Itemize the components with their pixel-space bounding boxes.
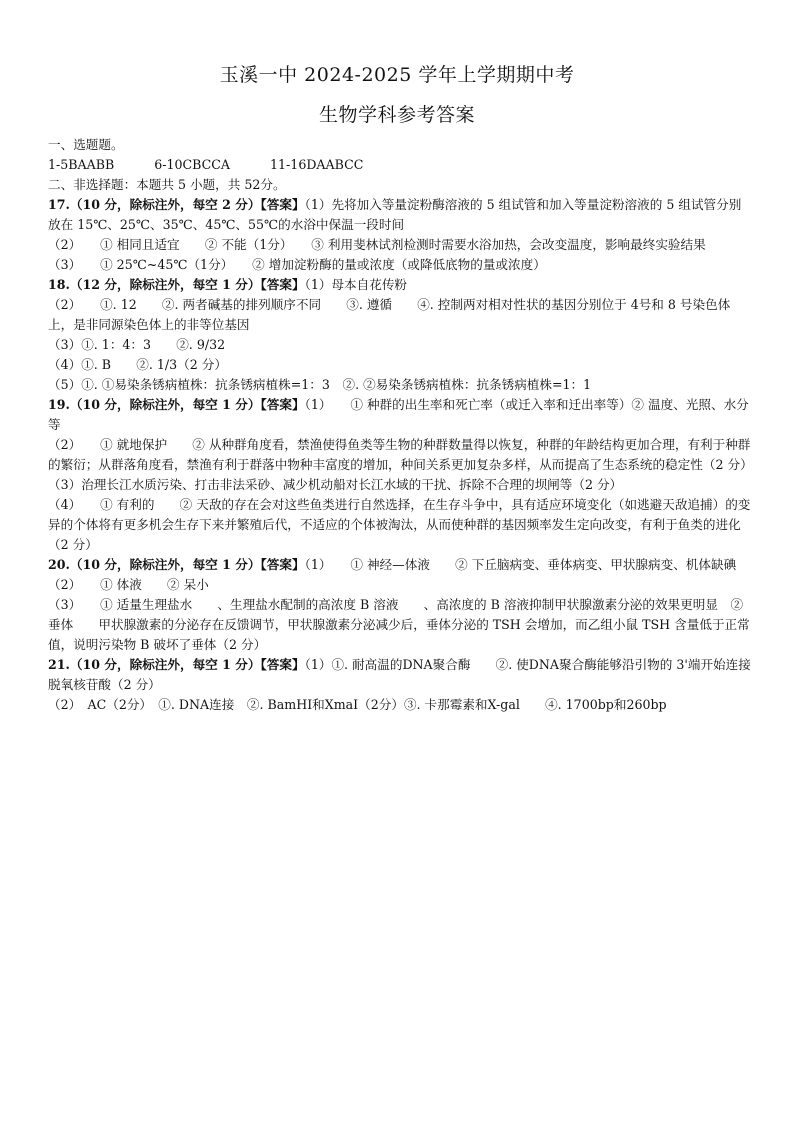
question-21-heading: 21.（10 分，除标注外，每空 1 分）【答案】 xyxy=(48,657,305,672)
answers-6-10: 6-10CBCCA xyxy=(154,157,231,172)
question-20-heading: 20.（10 分，除标注外，每空 1 分）【答案】 xyxy=(48,557,305,572)
document-subtitle: 生物学科参考答案 xyxy=(318,104,475,126)
answer-content xyxy=(48,135,752,715)
question-19-part-2: （2） ① 就地保护 ② 从种群角度看，禁渔使得鱼类等生物的种群数量得以恢复，种群的年龄结构更加合理，有利于种群的繁衍；从群落角度看，禁渔有利于群落中物种丰富度的增加，种间关系更加复杂多样，从而提高了生态系统的稳定性（2 分） xyxy=(48,437,753,472)
answers-11-16: 11-16DAABCC xyxy=(270,157,364,172)
question-21-part-1: 21.（10 分，除标注外，每空 1 分）【答案】（1）①. 耐高温的DNA聚合酶 ②. 使DNA聚合酶能够沿引物的 3'端开始连接脱氧核苷酸（2 分） xyxy=(48,657,751,692)
question-17-part-3: （3） ① 25℃~45℃（1分） ② 增加淀粉酶的量或浓度（或降低底物的量或浓度） xyxy=(48,257,546,272)
question-19-part-4: （4） ① 有利的 ② 天敌的存在会对这些鱼类进行自然选择，在生存斗争中，具有适应环境变化（如逃避天敌追捕）的变异的个体将有更多机会生存下来并繁殖后代，不适应的个体被淘汰，从而使种群的基因频率发生定向改变，有利于鱼类的进化（2 分） xyxy=(48,497,751,552)
question-19-heading: 19.（10 分，除标注外，每空 1 分）【答案】 xyxy=(48,397,305,412)
section-1-heading: 一、选题题。 xyxy=(48,137,124,152)
question-19-part-3: （3）治理长江水质污染、打击非法采砂、减少机动船对长江水域的干扰、拆除不合理的坝闸等（2 分） xyxy=(48,477,623,492)
question-18-part-3: （3）①. 1：4：3 ②. 9/32 xyxy=(48,337,226,352)
question-20-part-2: （2） ① 体液 ② 呆小 xyxy=(48,577,209,592)
question-18-part-2: （2） ①. 12 ②. 两者碱基的排列顺序不同 ③. 遵循 ④. 控制两对相对性状的基因分别位于 4号和 8 号染色体上，是非同源染色体上的非等位基因 xyxy=(48,297,731,332)
question-18-part-1: 18.（12 分，除标注外，每空 1 分）【答案】（1）母本自花传粉 xyxy=(48,277,408,292)
question-20-part-3: （3） ① 适量生理盐水 、生理盐水配制的高浓度 B 溶液 、高浓度的 B 溶液抑制甲状腺激素分泌的效果更明显 ② 垂体 甲状腺激素的分泌存在反馈调节，甲状腺激素分泌减少后，垂体分泌的 TSH 会增加，而乙组小鼠 TSH 含量低于正常值，说明污染物 B 破坏了垂体（2 分） xyxy=(48,597,750,652)
document-title: 玉溪一中 2024-2025 学年上学期期中考 xyxy=(219,64,575,86)
section-1-answers xyxy=(48,155,752,175)
question-21-part-2: （2） AC（2分） ①. DNA连接 ②. BamHⅠ和XmaⅠ（2分）③. 卡那霉素和X-gal ④. 1700bp和260bp xyxy=(48,697,667,712)
question-17-part-2: （2） ① 相同且适宜 ② 不能（1分） ③ 利用斐林试剂检测时需要水浴加热，会改变温度，影响最终实验结果 xyxy=(48,237,706,252)
question-18-part-4: （4）①. B ②. 1/3（2 分） xyxy=(48,357,227,372)
question-17-heading: 17.（10 分，除标注外，每空 2 分）【答案】 xyxy=(48,197,305,212)
question-20-part-1: 20.（10 分，除标注外，每空 1 分）【答案】（1） ① 神经—体液 ② 下丘脑病变、垂体病变、甲状腺病变、机体缺碘 xyxy=(48,557,737,572)
question-18-part-5: （5）①. ①易染条锈病植株：抗条锈病植株=1：3 ②. ②易染条锈病植株：抗条锈病植株=1：1 xyxy=(48,377,592,392)
question-17-part-1: 17.（10 分，除标注外，每空 2 分）【答案】（1）先将加入等量淀粉酶溶液的 5 组试管和加入等量淀粉溶液的 5 组试管分别放在 15℃、25℃、35℃、45℃、55℃的水浴中保温一段时间 xyxy=(48,197,742,232)
section-2-heading: 二、非选择题：本题共 5 小题，共 52分。 xyxy=(48,177,286,192)
question-19-part-1: 19.（10 分，除标注外，每空 1 分）【答案】（1） ① 种群的出生率和死亡率（或迁入率和迁出率等）② 温度、光照、水分等 xyxy=(48,397,749,432)
answers-1-5: 1-5BAABB xyxy=(48,157,115,172)
question-18-heading: 18.（12 分，除标注外，每空 1 分）【答案】 xyxy=(48,277,305,292)
